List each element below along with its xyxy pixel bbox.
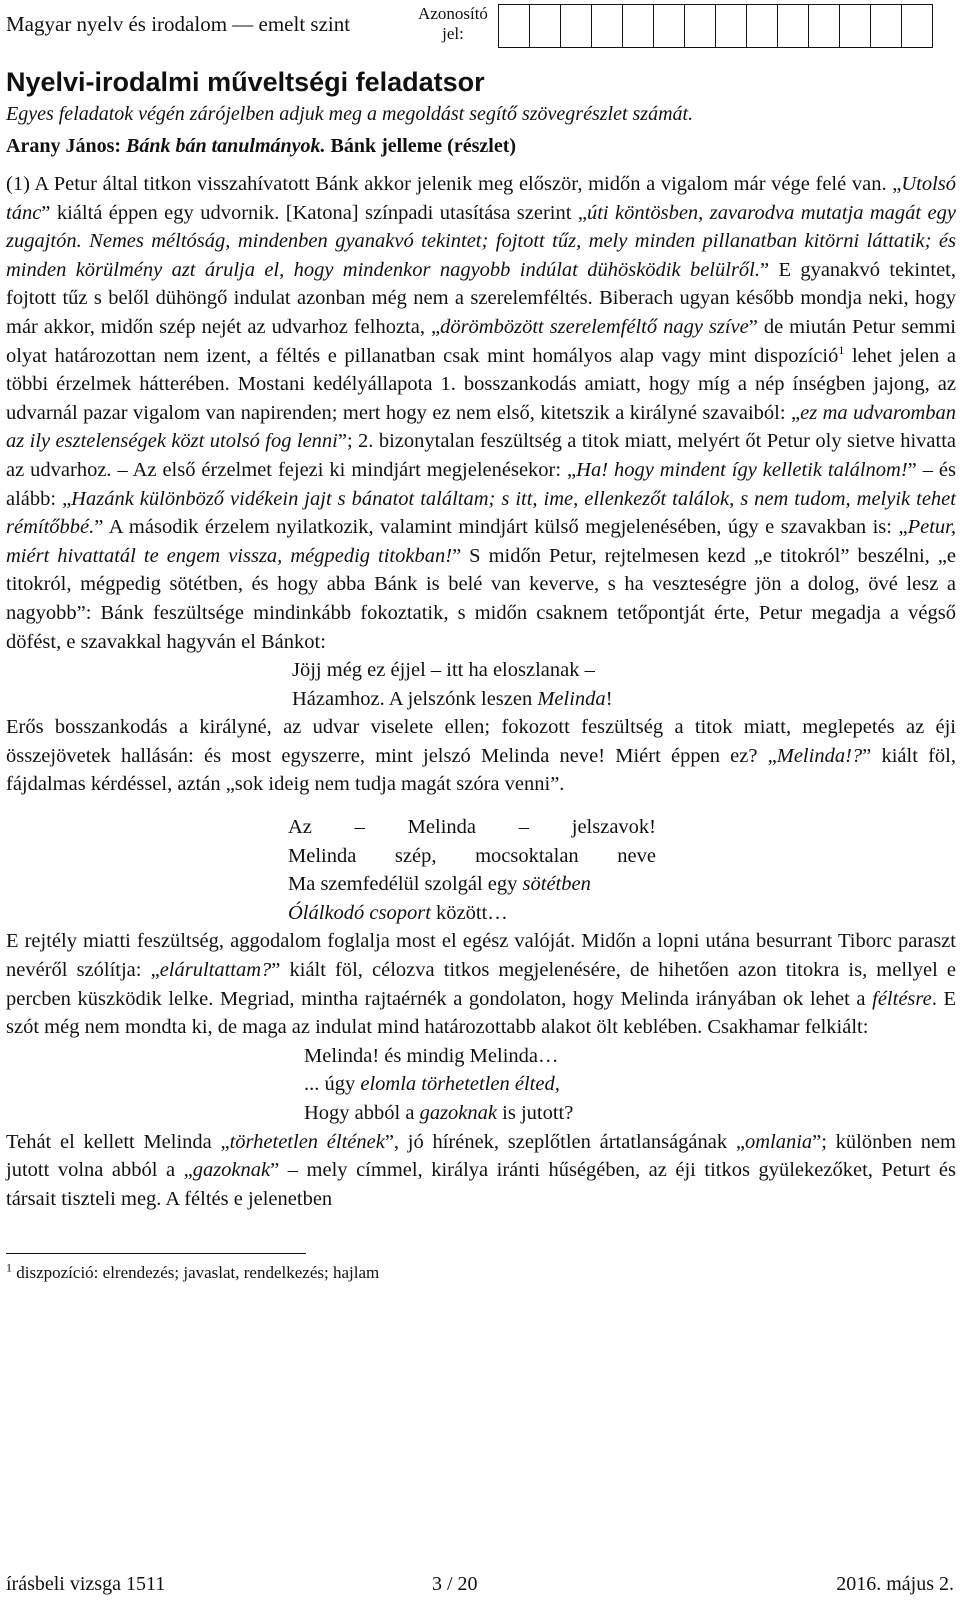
page-header: [0, 0, 960, 48]
paragraph-3: E rejtély miatti feszültség, aggodalom foglalja most el egész valóját. Midőn a lopni utána besurrant Tiborc paraszt nevéről szólítja: „elárultattam?” kiált föl, célozva titkos megjelenésére, de hihetően azon titokra is, mellyel e percben küszködik lelke. Megriad, mintha rajtaérnék a gondolaton, hogy Melinda irányában ok lehet a féltésre. E szót még nem mondta ki, de maga az indulat mind határozottabb alakot ölt keblében. Csakhamar felkiált:: [6, 930, 956, 1039]
verse-line: Hogy abból a gazoknak is jutott?: [304, 1102, 574, 1124]
id-box[interactable]: [654, 4, 685, 48]
footnote-mark: 1: [838, 342, 845, 357]
footer-exam: írásbeli vizsga 1511: [6, 1573, 166, 1595]
footer-page-number: 3 / 20: [432, 1573, 478, 1595]
id-box[interactable]: [561, 4, 592, 48]
paragraph-4: Tehát el kellett Melinda „törhetetlen éltének”, jó hírének, szeplőtlen ártatlanságának „omlania”; különben nem jutott volna abból a „gazoknak” – mely címmel, királya iránti hűségében, az éji titkos gyülekezőket, Peturt és társait tiszteli meg. A féltés e jelenetben: [6, 1130, 957, 1210]
verse-line: Melinda! és mindig Melinda…: [304, 1044, 559, 1067]
verse-quote-1: [6, 656, 956, 713]
id-label-line-1: Azonosító: [418, 4, 488, 23]
footnote-divider: [6, 1253, 306, 1254]
verse-quote-3: [6, 1042, 956, 1128]
article-section: Bánk jelleme (részlet): [330, 135, 517, 157]
page-title: Nyelvi-irodalmi műveltségi feladatsor: [6, 67, 485, 97]
id-box[interactable]: [902, 4, 933, 48]
id-box[interactable]: [809, 4, 840, 48]
page-subtitle: Egyes feladatok végén zárójelben adjuk meg a megoldást segítő szövegrészlet számát.: [6, 103, 694, 125]
id-box[interactable]: [840, 4, 871, 48]
id-box[interactable]: [747, 4, 778, 48]
paragraph-2: Erős bosszankodás a királyné, az udvar viselete ellen; fokozott feszültség a titok miatt, meglepetés az éji összejövetek hallásán: és most egyszerre, mint jelszó Melinda neve! Miért éppen ez? „Melinda!?” kiált föl, fájdalmas kérdéssel, aztán „sok ideig nem tudja magát szóra venni”.: [6, 716, 956, 796]
footer-date: 2016. május 2.: [836, 1573, 954, 1595]
page-content: [6, 66, 956, 1284]
id-box[interactable]: [592, 4, 623, 48]
paragraph-1: (1) A Petur által titkon visszahívatott Bánk akkor jelenik meg először, midőn a vigalom már vége felé van. „Utolsó tánc” kiáltá éppen egy udvornik. [Katona] színpadi utasítása szerint „úti köntösben, zavarodva mutatja magát egy zugajtón. Nemes méltóság, mindenben gyanakvó tekintet; fojtott tűz, mely minden pillanatban kitörni láttatik; és minden körülmény azt árulja el, hogy mindenkor nagyobb indúlat dühösködik belülről.” E gyanakvó tekintet, fojtott tűz s belől dühöngő indulat azonban még nem a szerelemféltés. Biberach ugyan később mondja neki, hogy már akkor, midőn szép nejét az udvarhoz felhozta, „dörömbözött szerelemféltő nagy szíve” de miután Petur semmi olyat határozottan nem izent, a féltés e pillanatban csak mint homályos alap vagy mint dispozíció$^1$ lehet jelen a többi érzelmek hátterében. Mostani kedélyállapota 1. bosszankodás amiatt, hogy míg a nép ínségben jajong, az udvarnál pazar vigalom van napirenden; mert hogy ez nem első, kitetszik a királyné szavaiból: „ez ma udvaromban az ily esztelenségek közt utolsó fog lenni”; 2. bizonytalan feszültség a titok miatt, melyért őt Petur oly sietve hivatta az udvarhoz. – Az első érzelmet fejezi ki mindjárt megjelenésekor: „Ha! hogy mindent így kelletik találnom!” – és alább: „Hazánk különböző vidékein jajt s bánatot találtam; s itt, ime, ellenkezőt találok, s nem tudom, melyik tehet rémítőbbé.” A második érzelem nyilatkozik, valamint mindjárt külső megjelenésében, úgy e szavakban is: „Petur, miért hivattatál te engem vissza, mégpedig titokban!” S midőn Petur, rejtelmesen kezd „e titokról” beszélni, „e titokról, mégpedig sötétben, és hogy abba Bánk is belé van keverve, s ha veszteségre jön a dolog, övé lesz a nagyobb”: Bánk feszültsége mindinkább fokoztatik, s midőn csaknem tetőpontját érte, Petur megadja a végső döfést, e szavakkal hagyván el Bánkot:: [6, 173, 957, 653]
verse-line: Jöjj még ez éjjel – itt ha eloszlanak –: [292, 659, 595, 682]
verse-line: Melinda szép, mocsoktalan neve: [288, 844, 656, 867]
id-box[interactable]: [871, 4, 902, 48]
id-box[interactable]: [499, 4, 530, 48]
id-box[interactable]: [716, 4, 747, 48]
article-heading: [6, 132, 956, 160]
id-box[interactable]: [623, 4, 654, 48]
id-box[interactable]: [685, 4, 716, 48]
verse-line: ... úgy elomla törhetetlen élted,: [304, 1073, 560, 1096]
id-boxes: [498, 4, 933, 48]
verse-quote-2: [6, 813, 656, 927]
article-work: Bánk bán tanulmányok.: [126, 135, 326, 157]
id-label-line-2: jel:: [442, 24, 464, 43]
id-box[interactable]: [530, 4, 561, 48]
id-label: [414, 4, 492, 44]
footnote: [6, 1262, 956, 1284]
verse-line: Ólálkodó csoport között…: [288, 901, 508, 924]
verse-line: Az – Melinda – jelszavok!: [288, 816, 656, 839]
footnote-text: diszpozíció: elrendezés; javaslat, rendelkezés; hajlam: [12, 1263, 380, 1283]
id-box[interactable]: [778, 4, 809, 48]
article-author: Arany János:: [6, 135, 122, 157]
verse-line: Ma szemfedélül szolgál egy sötétben: [288, 873, 591, 896]
header-title: Magyar nyelv és irodalom — emelt szint: [6, 12, 351, 36]
footnote-number: 1: [6, 1260, 12, 1275]
verse-line: Házamhoz. A jelszónk leszen Melinda!: [292, 687, 613, 710]
